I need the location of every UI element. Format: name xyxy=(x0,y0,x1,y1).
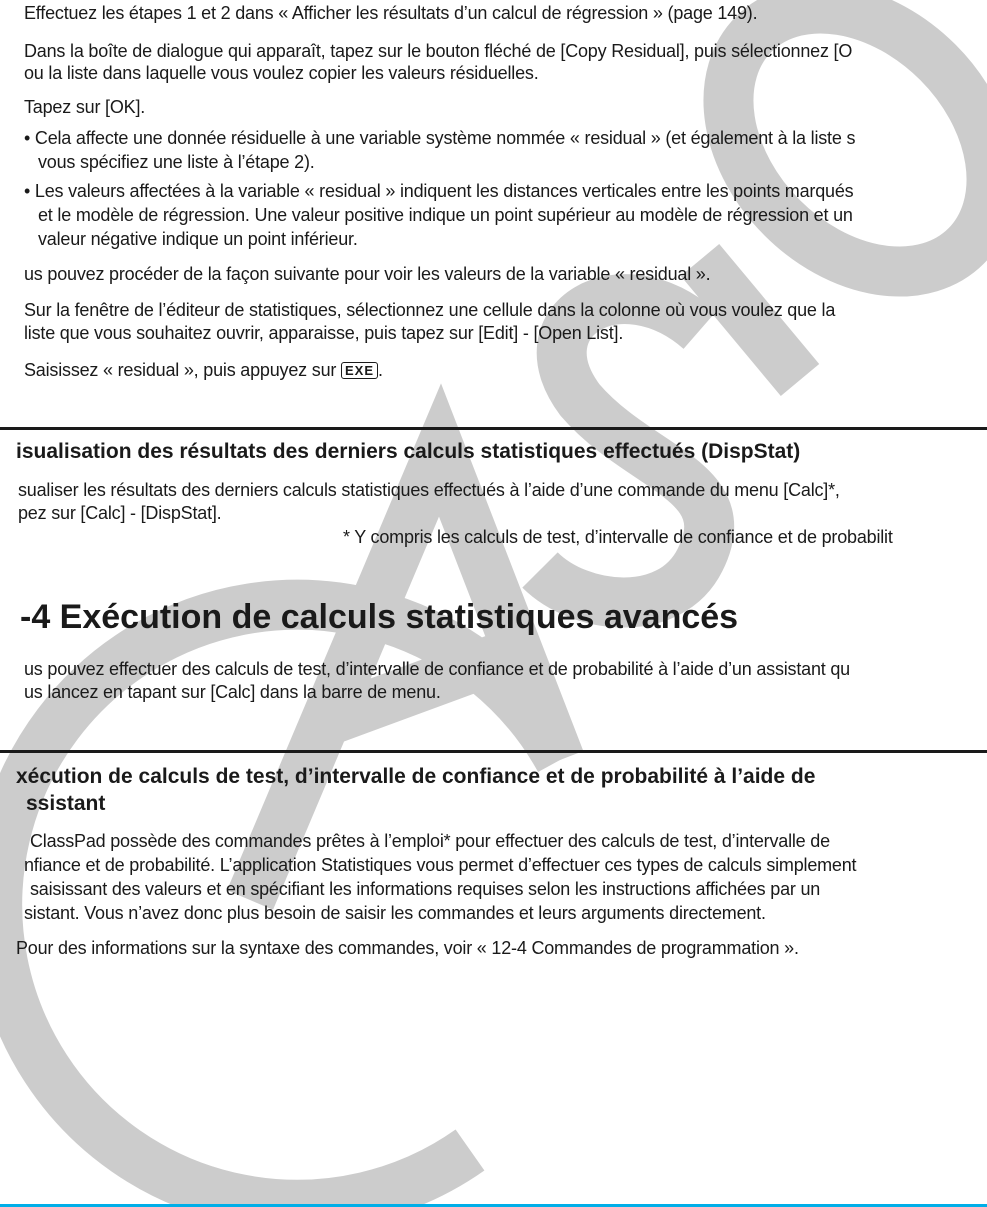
dispstat-heading: isualisation des résultats des derniers calculs statistiques effectués (DispStat) xyxy=(16,440,801,463)
wizard-body-line-2: nfiance et de probabilité. L’application Statistiques vous permet d’effectuer ces types de calculs simplement xyxy=(24,855,857,875)
step-3: Tapez sur [OK]. xyxy=(24,97,146,117)
step-b2 xyxy=(24,359,383,381)
bullet-2-line-3: valeur négative indique un point inférieur. xyxy=(38,229,358,249)
dispstat-body-line-2: pez sur [Calc] - [DispStat]. xyxy=(18,503,222,523)
exe-key-icon: EXE xyxy=(341,362,378,379)
dispstat-footnote: * Y compris les calculs de test, d’intervalle de confiance et de probabilit xyxy=(343,527,893,547)
wizard-body-line-4: sistant. Vous n’avez donc plus besoin de saisir les commandes et leurs arguments directement. xyxy=(24,903,766,923)
bullet-1-line-2: vous spécifiez une liste à l’étape 2). xyxy=(38,152,315,172)
step-2-line-1: Dans la boîte de dialogue qui apparaît, tapez sur le bouton fléché de [Copy Residual], puis sélectionnez [O xyxy=(24,41,853,61)
intro-residual: us pouvez procéder de la façon suivante pour voir les valeurs de la variable « residual ». xyxy=(24,264,711,284)
chapter-body-line-2: us lancez en tapant sur [Calc] dans la barre de menu. xyxy=(24,682,441,702)
step-b1-line-2: liste que vous souhaitez ouvrir, apparaisse, puis tapez sur [Edit] - [Open List]. xyxy=(24,323,624,343)
step-b2-text: Saisissez « residual », puis appuyez sur xyxy=(24,360,337,380)
wizard-footnote: Pour des informations sur la syntaxe des commandes, voir « 12-4 Commandes de programmation ». xyxy=(16,938,799,958)
step-b1-line-1: Sur la fenêtre de l’éditeur de statistiques, sélectionnez une cellule dans la colonne où vous voulez que la xyxy=(24,300,836,320)
chapter-body-line-1: us pouvez effectuer des calculs de test, d’intervalle de confiance et de probabilité à l’aide d’un assistant qu xyxy=(24,659,850,679)
chapter-title: -4 Exécution de calculs statistiques avancés xyxy=(20,598,739,636)
section-divider xyxy=(0,427,987,430)
step-b2-period: . xyxy=(378,360,383,380)
step-2-line-2: ou la liste dans laquelle vous voulez copier les valeurs résiduelles. xyxy=(24,63,539,83)
wizard-heading-line-2: ssistant xyxy=(26,792,106,815)
dispstat-body-line-1: sualiser les résultats des derniers calculs statistiques effectués à l’aide d’une commande du menu [Calc]*, xyxy=(18,480,840,500)
bullet-2-line-2: et le modèle de régression. Une valeur positive indique un point supérieur au modèle de régression et un xyxy=(38,205,853,225)
bullet-2-line-1: • Les valeurs affectées à la variable « residual » indiquent les distances verticales entre les points marqués xyxy=(24,181,854,201)
wizard-heading-line-1: xécution de calculs de test, d’intervalle de confiance et de probabilité à l’aide de xyxy=(16,765,816,788)
bullet-1-line-1: • Cela affecte une donnée résiduelle à une variable système nommée « residual » (et également à la liste s xyxy=(24,128,856,148)
wizard-body-line-1: ClassPad possède des commandes prêtes à l’emploi* pour effectuer des calculs de test, d’intervalle de xyxy=(30,831,830,851)
section-divider xyxy=(0,750,987,753)
wizard-body-line-3: saisissant des valeurs et en spécifiant les informations requises selon les instructions affichées par un xyxy=(30,879,821,899)
step-1: Effectuez les étapes 1 et 2 dans « Afficher les résultats d’un calcul de régression » (page 149). xyxy=(24,3,758,23)
